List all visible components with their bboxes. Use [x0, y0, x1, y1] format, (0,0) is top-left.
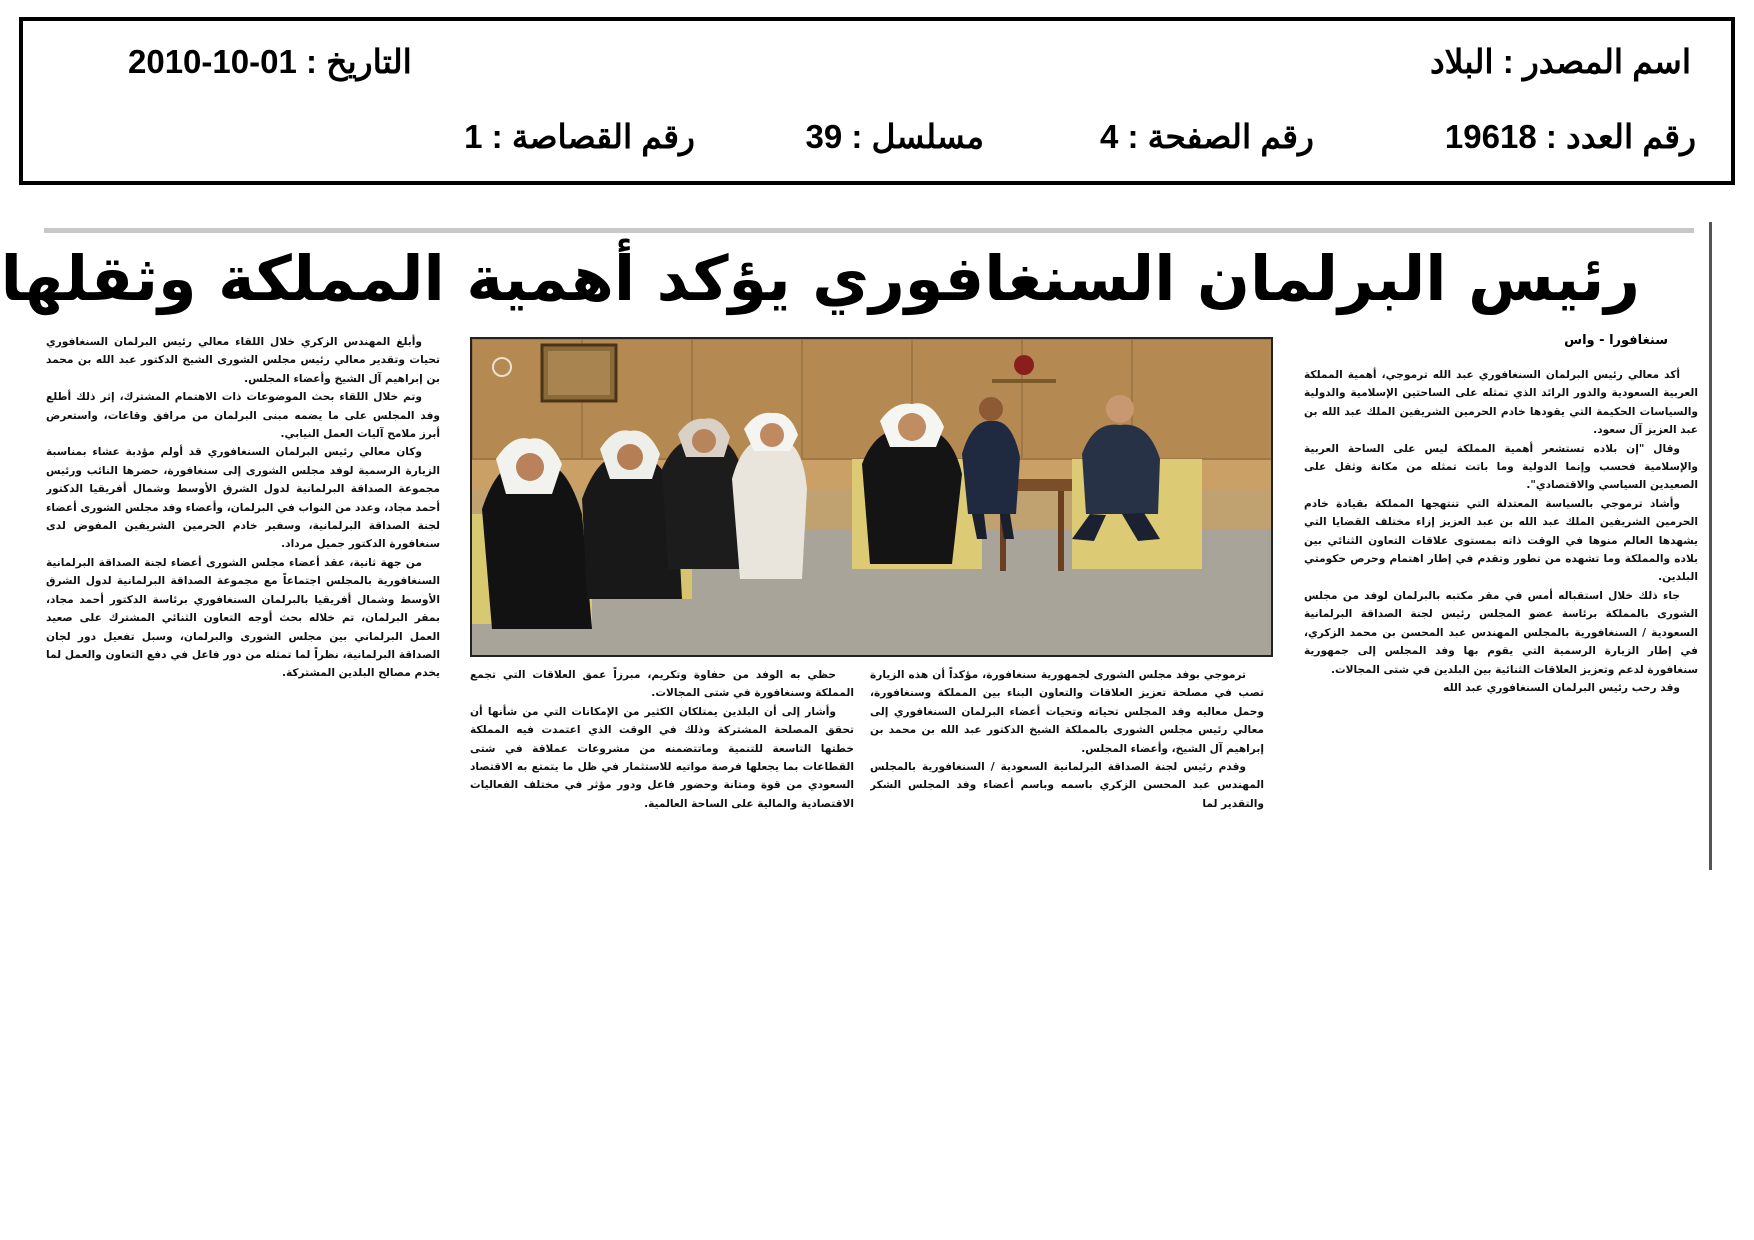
paragraph: وقال "إن بلاده تستشعر أهمية المملكة ليس على الساحة العربية والإسلامية فحسب وإنما الدولية وما باتت تمثله من مكانة وثقل على الصعيدين السياسي والاقتصادي".: [1304, 442, 1698, 492]
paragraph: ترموجي بوفد مجلس الشورى لجمهورية سنغافورة، مؤكداً أن هذه الزيارة تصب في مصلحة تعزيز العلاقات والتعاون البناء بين المملكة وسنغافورة، وحمل معاليه وفد المجلس تحياته وتحيات أعضاء البرلمان السنغافوري إلى معالي رئيس مجلس الشورى بالمملكة الشيخ الدكتور عبد الله بن محمد بن إبراهيم آل الشيخ، وأعضاء المجلس.: [870, 669, 1264, 755]
paragraph: وأشاد ترموجي بالسياسة المعتدلة التي تنتهجها المملكة بقيادة خادم الحرمين الشريفين الملك عبد الله بن عبد العزيز إزاء مختلف القضايا التي يشهدها العالم منوها في الوقت ذاته بمستوى علاقات التعاون الثنائي بين بلاده والمملكة وما تشهده من تطور وتقدم في إطار اهتمام وحرص حكومتي البلدين.: [1304, 497, 1698, 584]
paragraph: حظي به الوفد من حفاوة وتكريم، مبرزاً عمق العلاقات التي تجمع المملكة وسنغافورة في شتى المجالات.: [470, 669, 854, 700]
paragraph: وكان معالي رئيس البرلمان السنغافوري قد أولم مؤدبة عشاء بمناسبة الزيارة الرسمية لوفد مجلس الشورى إلى سنغافورة، حضرها النائب ورئيس مجموعة الصداقة البرلمانية لدول الشرق الأوسط وشمال أفريقيا الدكتور أحمد مجاد، وعدد من النواب في البرلمان، وأعضاء وفد مجلس الشورى أعضاء لجنة الصداقة البرلمانية، وسفير خادم الحرمين الشريفين المفوض لدى سنغافورة الدكتور جميل مرداد.: [46, 446, 440, 551]
paragraph: وأبلغ المهندس الزكري خلال اللقاء معالي رئيس البرلمان السنغافوري تحيات وتقدير معالي رئيس مجلس الشورى الشيخ الدكتور عبد الله بن محمد بن إبراهيم آل الشيخ وأعضاء المجلس.: [46, 336, 440, 385]
right-column-rule: [1709, 222, 1712, 870]
article-column-2: [870, 666, 1264, 872]
page-number: رقم الصفحة : 4: [1099, 118, 1314, 155]
paragraph: جاء ذلك خلال استقباله أمس في مقر مكتبه بالبرلمان لوفد من مجلس الشورى بالمملكة برئاسة عضو المجلس رئيس لجنة الصداقة البرلمانية السعودية / السنغافورية بالمجلس المهندس عبد المحسن بن محمد الزكري، في إطار الزيارة الرسمية التي يقوم بها وفد المجلس إلى جمهورية سنغافورة لدعم وتعزيز العلاقات الثنائية بين البلدين في شتى المجالات.: [1304, 589, 1698, 676]
clipping-number: رقم القصاصة : 1: [464, 118, 695, 155]
source-name: اسم المصدر : البلاد: [1429, 43, 1691, 80]
paragraph: وقدم رئيس لجنة الصداقة البرلمانية السعودية / السنغافورية بالمجلس المهندس عبد المحسن الزكري باسمه وباسم أعضاء وفد المجلس الشكر والتقدير لما: [870, 761, 1264, 810]
article-column-3: [470, 666, 854, 872]
clip-date: التاريخ : 01-10-2010: [128, 43, 412, 80]
issue-number: رقم العدد : 19618: [1444, 118, 1696, 155]
paragraph: وقد رحب رئيس البرلمان السنغافوري عبد الله: [1443, 681, 1680, 694]
paragraph: أكد معالي رئيس البرلمان السنغافوري عبد الله ترموجي، أهمية المملكة العربية السعودية والدور الرائد الذي تمثله على الساحتين الإسلامية والدولية والسياسات الحكيمة التي يقودها خادم الحرمين الشريفين الملك عبد الله بن عبد العزيز آل سعود.: [1304, 369, 1698, 437]
article-column-4: [46, 333, 440, 869]
paragraph: وأشار إلى أن البلدين يمتلكان الكثير من الإمكانات التي من شأنها أن تحقق المصلحة المشتركة وذلك في الوقت الذي اعتمدت فيه المملكة خطتها التاسعة للتنمية وماتتضمنه من مشروعات عملاقة في شتى القطاعات بما يجعلها فرصة مواتيه للاستثمار في ظل ما يتمتع به الاقتصاد السعودي من قوة ومتانة وحضور فاعل ودور مؤثر في مختلف الفعاليات الاقتصادية والمالية على الساحة العالمية.: [470, 705, 854, 810]
paragraph: من جهة ثانية، عقد أعضاء مجلس الشورى أعضاء لجنة الصداقة البرلمانية السنغافورية بالمجلس اجتماعاً مع مجموعة الصداقة البرلمانية لدول الشرق الأوسط وشمال أفريقيا بالبرلمان السنغافوري برئاسة الدكتور أحمد مجاد، بمقر البرلمان، تم خلاله بحث أوجه التعاون الثنائي المشترك على صعيد العمل البرلماني بين مجلس الشورى والبرلمان، وسبل تفعيل دور لجان الصداقة البرلمانية، نظراً لما تمثله من دور فاعل في دفع التعاون والعمل لما يخدم مصالح البلدين المشتركة.: [46, 556, 440, 680]
paragraph: وتم خلال اللقاء بحث الموضوعات ذات الاهتمام المشترك، إثر ذلك أطلع وفد المجلس على ما يضمه مبنى البرلمان من مرافق وقاعات، واستعرض أبرز ملامح آليات العمل النيابي.: [46, 391, 440, 441]
meeting-photo-illustration: [472, 339, 1273, 657]
meeting-photo: [470, 337, 1273, 657]
top-divider: [44, 228, 1694, 233]
article-column-1: [1304, 366, 1698, 872]
article-headline: رئيس البرلمان السنغافوري يؤكد أهمية المملكة وثقلها: [0, 242, 1640, 315]
article-dateline: سنغافورا - واس: [1564, 333, 1668, 348]
serial-number: مسلسل : 39: [805, 118, 984, 155]
